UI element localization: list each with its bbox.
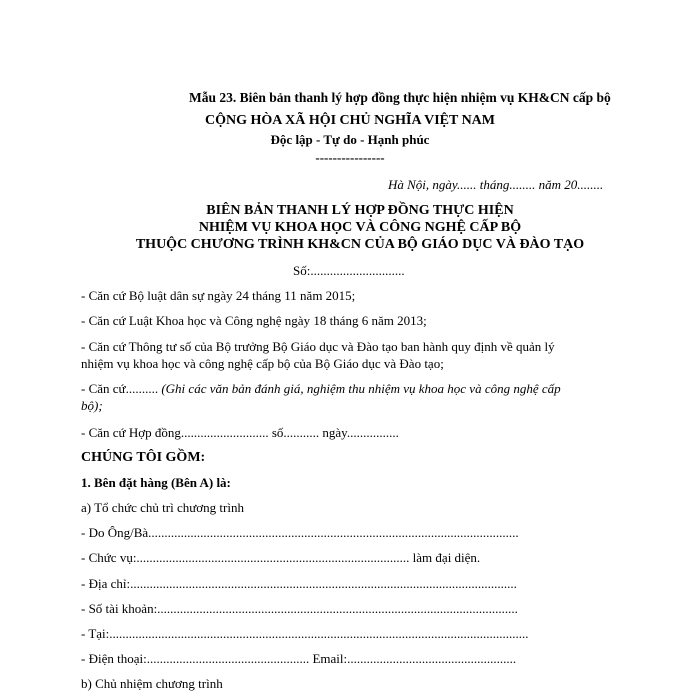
field-bank: - Tại:................................................................................................................................. [81, 626, 529, 641]
basis-other-note: (Ghi các văn bản đánh giá, nghiệm thu nhiệm vụ khoa học và công nghệ cấp [161, 381, 561, 396]
header-divider: ---------------- [315, 150, 385, 165]
document-title-line-2: NHIỆM VỤ KHOA HỌC VÀ CÔNG NGHỆ CẤP BỘ [198, 220, 522, 235]
field-address: - Địa chỉ:....................................................................................................................... [81, 576, 517, 591]
motto: Độc lập - Tự do - Hạnh phúc [270, 132, 430, 147]
basis-other-prefix: - Căn cứ.......... [81, 381, 159, 396]
date-line: Hà Nội, ngày...... tháng........ năm 20........ [388, 177, 604, 192]
basis-civil-code: - Căn cứ Bộ luật dân sự ngày 24 tháng 11 năm 2015; [81, 288, 356, 303]
document-number: Số:............................. [293, 263, 405, 278]
basis-circular: - Căn cứ Thông tư số của Bộ trưởng Bộ Giáo dục và Đào tạo ban hành quy định về quản lý [81, 339, 555, 354]
document-title-line-3: THUỘC CHƯƠNG TRÌNH KH&CN CỦA BỘ GIÁO DỤC VÀ ĐÀO TẠO [135, 237, 585, 252]
basis-other [81, 381, 561, 397]
party-a-organization: a) Tổ chức chủ trì chương trình [81, 500, 244, 515]
nation-header: CỘNG HÒA XÃ HỘI CHỦ NGHĨA VIỆT NAM [204, 113, 495, 128]
basis-contract: - Căn cứ Hợp đồng........................... số........... ngày................ [81, 425, 399, 440]
basis-circular-cont: nhiệm vụ khoa học và công nghệ cấp bộ của Bộ Giáo dục và Đào tạo; [81, 356, 444, 371]
field-position: - Chức vụ:.................................................................................... làm đại diện. [81, 550, 481, 565]
field-phone-email: - Điện thoại:.................................................. Email:.................................................... [81, 651, 517, 666]
document-title-line-1: BIÊN BẢN THANH LÝ HỢP ĐỒNG THỰC HIỆN [206, 203, 514, 218]
party-a-heading: 1. Bên đặt hàng (Bên A) là: [81, 475, 231, 490]
field-account-number: - Số tài khoản:............................................................................................................... [81, 601, 518, 616]
parties-heading: CHÚNG TÔI GỒM: [81, 450, 206, 465]
basis-other-note-cont: bộ); [81, 398, 103, 413]
party-a-program-lead: b) Chủ nhiệm chương trình [81, 676, 223, 691]
basis-science-law: - Căn cứ Luật Khoa học và Công nghệ ngày 18 tháng 6 năm 2013; [81, 313, 427, 328]
field-representative: - Do Ông/Bà.................................................................................................................. [81, 525, 519, 540]
form-title: Mẫu 23. Biên bản thanh lý hợp đồng thực hiện nhiệm vụ KH&CN cấp bộ [189, 90, 611, 105]
